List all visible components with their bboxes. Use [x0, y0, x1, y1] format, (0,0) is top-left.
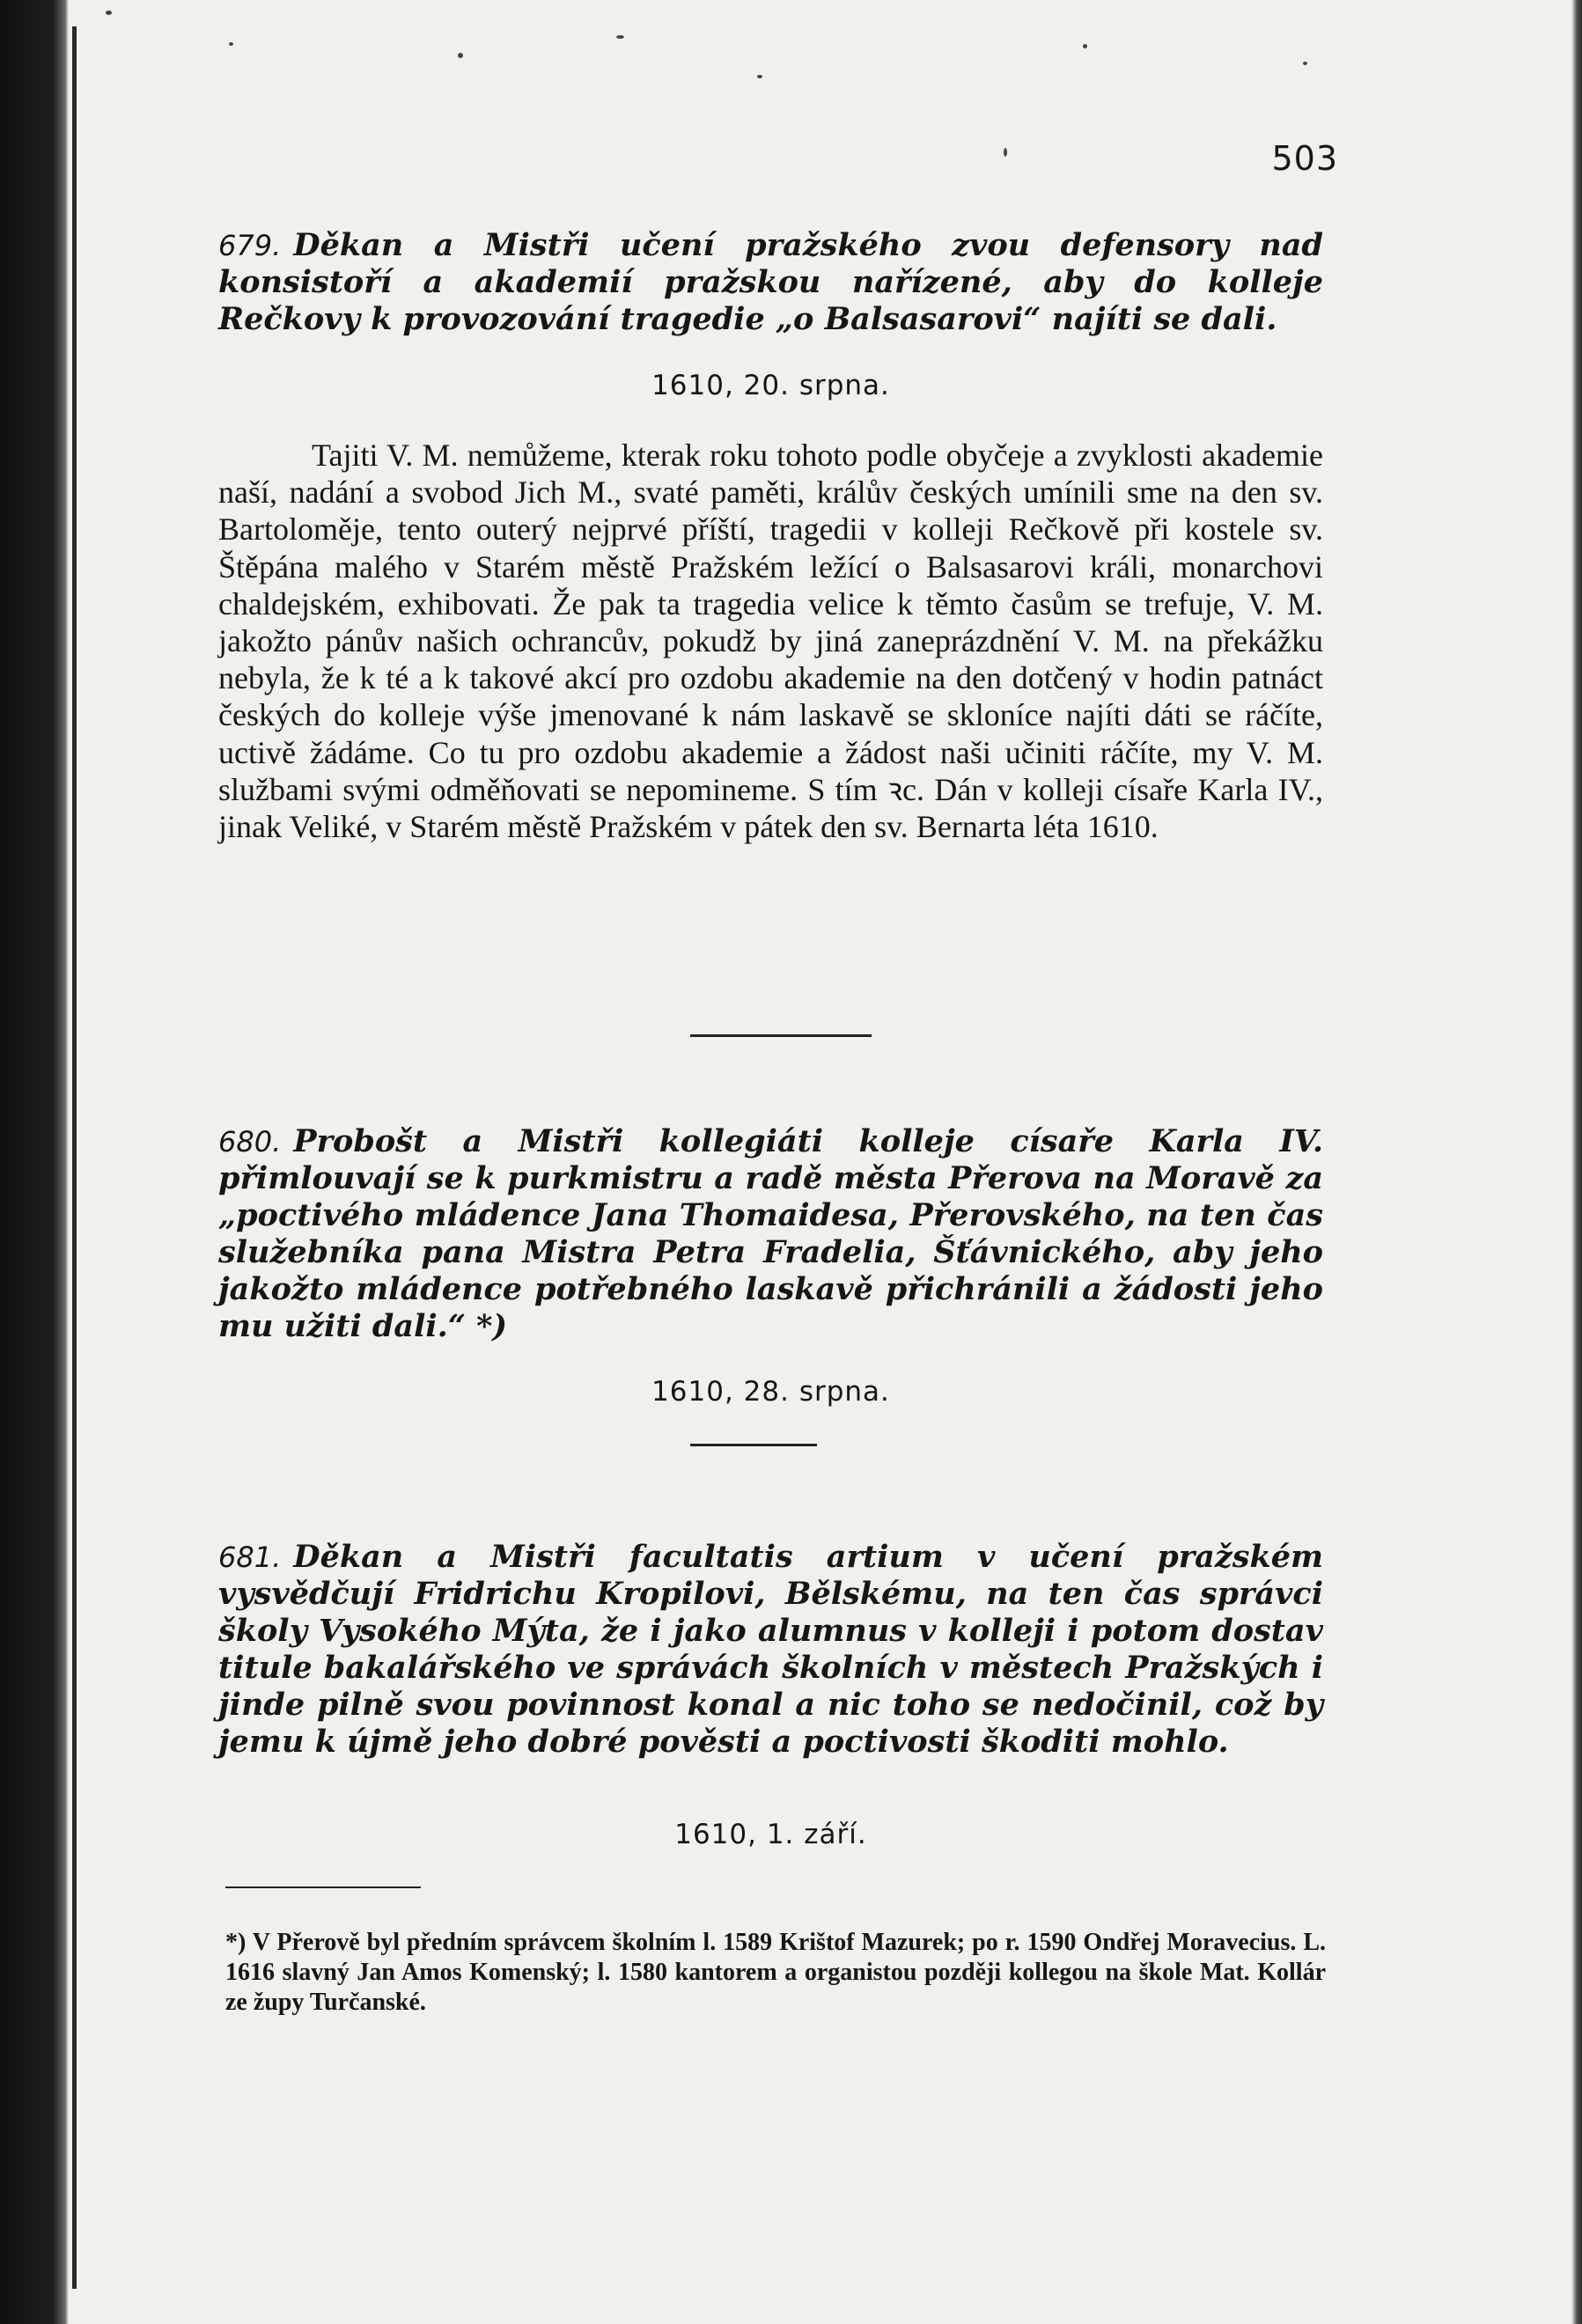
entry-heading-text: Probošt a Mistři kollegiáti kolleje císaře Karla IV. přimlouvají se k purkmistru a radě města Přerova na Moravě za „poctivého mládence Jana Thomaidesa, Přerovského, na ten čas služebníka pana Mistra Petra Fradelia, Šťávnického, aby jeho jakožto mládence potřebného laskavě přichránili a žádosti jeho mu užiti dali.“ *) [218, 1123, 1323, 1344]
entry-heading-text: Děkan a Mistři učení pražského zvou defensory nad konsistoří a akademií pražskou nařízené, aby do kolleje Rečkovy k provozování tragedie „o Balsasarovi“ najíti se dali. [218, 227, 1323, 337]
scan-edge-left [0, 0, 69, 2324]
entry-number: 681. [218, 1541, 282, 1574]
page-number: 503 [1271, 139, 1338, 178]
scan-speck [229, 42, 233, 46]
entry-heading [218, 1539, 1323, 1761]
entry-number: 680. [218, 1125, 282, 1158]
scan-speck [1004, 148, 1007, 157]
entry-heading [218, 227, 1323, 338]
entry-date: 1610, 28. srpna. [651, 1376, 890, 1408]
entry-number: 679. [218, 229, 282, 262]
entry-679 [218, 227, 1323, 338]
scan-speck [1083, 44, 1087, 48]
section-separator [690, 1444, 817, 1446]
footnote-rule [225, 1886, 421, 1888]
scan-speck [757, 75, 762, 78]
page-fold-line [72, 26, 77, 2289]
entry-body-text: Tajiti V. M. nemůžeme, kterak roku tohoto podle obyčeje a zvyklosti akademie naší, nadání a svobod Jich M., svaté paměti, králův českých umínili sme na den sv. Bartoloměje, tento outerý nejprvé příští, tragedii v kolleji Rečkově při kostele sv. Štěpána malého v Starém městě Pražském ležící o Balsasarovi králi, monarchovi chaldejském, exhibovati. Že pak ta tragedia velice k těmto časům se trefuje, V. M. jakožto pánův našich ochrancův, pokudž by jiná zaneprázdnění V. M. na překážku nebyla, že k té a k takové akcí pro ozdobu akademie na den dotčený v hodin patnáct českých do kolleje výše jmenované k nám laskavě se skloníce najíti dáti se ráčíte, uctivě žádáme. Co tu pro ozdobu akademie a žádost naši učiniti ráčíte, my V. M. službami svými odměňovati se nepomineme. S tím ꝛc. Dán v kolleji císaře Karla IV., jinak Veliké, v Starém městě Pražském v pátek den sv. Bernarta léta 1610. [218, 438, 1323, 845]
entry-date: 1610, 1. září. [674, 1819, 867, 1850]
scan-speck [458, 53, 463, 58]
entry-date: 1610, 20. srpna. [651, 370, 890, 401]
entry-heading-text: Děkan a Mistři facultatis artium v učení pražském vysvědčují Fridrichu Kropilovi, Bělskému, na ten čas správci školy Vysokého Mýta, že i jako alumnus v kolleji i potom dostav titule bakalářského ve správách školních v městech Pražských i jinde pilně svou povinnost konal a nic toho se nedočinil, což by jemu k újmě jeho dobré pověsti a poctivosti škoditi mohlo. [218, 1539, 1323, 1760]
entry-body [218, 437, 1323, 845]
scan-speck [106, 11, 112, 15]
scan-edge-right [1571, 0, 1582, 2324]
footnote: *) V Přerově byl předním správcem školním l. 1589 Krištof Mazurek; po r. 1590 Ondřej Moravecius. L. 1616 slavný Jan Amos Komenský; l. 1580 kantorem a organistou později kollegou na škole Mat. Kollár ze župy Turčanské. [225, 1929, 1326, 2016]
scan-speck [616, 35, 624, 39]
entry-680 [218, 1123, 1323, 1345]
entry-681 [218, 1539, 1323, 1761]
entry-heading [218, 1123, 1323, 1345]
section-separator [690, 1034, 872, 1037]
scan-speck [1303, 62, 1307, 65]
